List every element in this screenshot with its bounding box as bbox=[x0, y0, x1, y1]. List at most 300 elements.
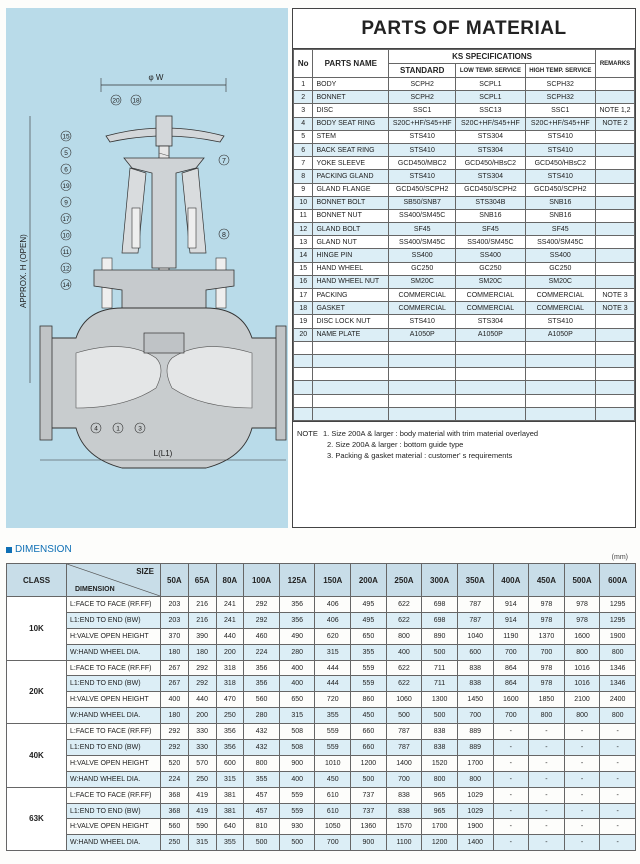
dimension-value: - bbox=[529, 755, 565, 771]
standard-spec: GCD450/SCPH2 bbox=[389, 183, 456, 196]
dimension-value: - bbox=[493, 755, 529, 771]
empty-cell bbox=[294, 394, 313, 407]
dimension-value: 250 bbox=[216, 708, 244, 724]
size-header: 300A bbox=[422, 564, 458, 597]
dimension-value: 520 bbox=[161, 755, 189, 771]
col-remarks: REMARKS bbox=[596, 50, 635, 78]
dimension-value: 590 bbox=[188, 819, 216, 835]
low-temp-spec: SSC13 bbox=[456, 104, 525, 117]
dimension-value: 1600 bbox=[564, 628, 600, 644]
dimension-value: 889 bbox=[457, 724, 493, 740]
empty-cell bbox=[525, 354, 595, 367]
dimension-row bbox=[7, 660, 636, 676]
dimension-value: - bbox=[600, 771, 636, 787]
dimension-value: 500 bbox=[244, 835, 280, 851]
dimension-value: 650 bbox=[279, 692, 315, 708]
dimension-value: 930 bbox=[279, 819, 315, 835]
dimension-value: 450 bbox=[315, 771, 351, 787]
size-header: 250A bbox=[386, 564, 422, 597]
part-name: BONNET bbox=[313, 91, 389, 104]
empty-cell bbox=[525, 407, 595, 420]
dimension-value: 978 bbox=[529, 660, 565, 676]
dimension-value: - bbox=[493, 787, 529, 803]
part-name: BODY bbox=[313, 78, 389, 91]
dimension-value: 622 bbox=[386, 597, 422, 613]
parts-row bbox=[294, 157, 635, 170]
dimension-value: 1450 bbox=[457, 692, 493, 708]
low-temp-spec: STS304 bbox=[456, 143, 525, 156]
dimension-value: 267 bbox=[161, 676, 189, 692]
dimension-value: 1016 bbox=[564, 660, 600, 676]
dimension-value: 1360 bbox=[351, 819, 387, 835]
dimension-value: 787 bbox=[386, 724, 422, 740]
dimension-value: 838 bbox=[422, 740, 458, 756]
dimension-value: 400 bbox=[279, 660, 315, 676]
part-no: 17 bbox=[294, 289, 313, 302]
dimension-value: 406 bbox=[315, 612, 351, 628]
callout-number: 1 bbox=[116, 425, 120, 433]
class-cell: 20K bbox=[7, 660, 67, 724]
remarks: NOTE 2 bbox=[596, 117, 635, 130]
standard-spec: STS410 bbox=[389, 143, 456, 156]
dimension-value: 400 bbox=[279, 676, 315, 692]
dimension-value: 914 bbox=[493, 612, 529, 628]
size-header: 500A bbox=[564, 564, 600, 597]
empty-cell bbox=[389, 381, 456, 394]
dimension-value: 1850 bbox=[529, 692, 565, 708]
callout-number: 6 bbox=[64, 166, 68, 174]
standard-spec: SCPH2 bbox=[389, 91, 456, 104]
notes-section bbox=[293, 421, 635, 467]
dimension-value: 787 bbox=[457, 597, 493, 613]
dimension-value: 180 bbox=[161, 708, 189, 724]
parts-row bbox=[294, 302, 635, 315]
dimension-value: 292 bbox=[188, 676, 216, 692]
dimension-value: 700 bbox=[315, 835, 351, 851]
high-temp-spec: SS400/SM45C bbox=[525, 236, 595, 249]
empty-cell bbox=[389, 341, 456, 354]
dimension-value: 650 bbox=[351, 628, 387, 644]
low-temp-spec: COMMERCIAL bbox=[456, 302, 525, 315]
dimension-value: 356 bbox=[244, 676, 280, 692]
dimension-value: 203 bbox=[161, 597, 189, 613]
remarks bbox=[596, 262, 635, 275]
dimension-value: 2400 bbox=[600, 692, 636, 708]
dimension-name: H:VALVE OPEN HEIGHT bbox=[67, 628, 161, 644]
callout-number: 18 bbox=[132, 97, 140, 105]
part-no: 11 bbox=[294, 209, 313, 222]
dimension-value: 838 bbox=[422, 724, 458, 740]
dimension-value: - bbox=[600, 835, 636, 851]
dimension-value: - bbox=[493, 803, 529, 819]
dimension-value: 610 bbox=[315, 803, 351, 819]
dimension-value: 1029 bbox=[457, 803, 493, 819]
dimension-name: L:FACE TO FACE (RF.FF) bbox=[67, 724, 161, 740]
size-header: 65A bbox=[188, 564, 216, 597]
dimension-value: - bbox=[493, 771, 529, 787]
parts-row bbox=[294, 130, 635, 143]
dimension-value: 1200 bbox=[422, 835, 458, 851]
dimension-value: 460 bbox=[244, 628, 280, 644]
dimension-value: 1346 bbox=[600, 660, 636, 676]
dimension-row bbox=[7, 740, 636, 756]
dimension-value: 698 bbox=[422, 612, 458, 628]
dimension-value: 1370 bbox=[529, 628, 565, 644]
dimension-value: 216 bbox=[188, 597, 216, 613]
dimension-value: 800 bbox=[564, 644, 600, 660]
parts-row bbox=[294, 328, 635, 341]
dimension-value: 1200 bbox=[351, 755, 387, 771]
remarks bbox=[596, 209, 635, 222]
low-temp-spec: SNB16 bbox=[456, 209, 525, 222]
dimension-value: 559 bbox=[315, 740, 351, 756]
high-temp-spec: COMMERCIAL bbox=[525, 289, 595, 302]
empty-cell bbox=[313, 381, 389, 394]
remarks bbox=[596, 130, 635, 143]
standard-spec: STS410 bbox=[389, 170, 456, 183]
empty-cell bbox=[389, 407, 456, 420]
dimension-value: 978 bbox=[529, 612, 565, 628]
parts-row bbox=[294, 104, 635, 117]
dimension-value: - bbox=[529, 787, 565, 803]
dimension-value: - bbox=[600, 803, 636, 819]
dimension-value: 390 bbox=[188, 628, 216, 644]
parts-row bbox=[294, 275, 635, 288]
dimension-value: 640 bbox=[216, 819, 244, 835]
dimension-value: - bbox=[493, 724, 529, 740]
standard-spec: GC250 bbox=[389, 262, 456, 275]
dimension-value: 241 bbox=[216, 597, 244, 613]
dimension-value: 978 bbox=[564, 612, 600, 628]
dimension-value: 889 bbox=[457, 740, 493, 756]
low-temp-spec: SS400/SM45C bbox=[456, 236, 525, 249]
dimension-value: 965 bbox=[422, 803, 458, 819]
dimension-name: L1:END TO END (BW) bbox=[67, 676, 161, 692]
high-temp-spec: SCPH32 bbox=[525, 78, 595, 91]
dimension-value: 838 bbox=[457, 676, 493, 692]
callout-number: 12 bbox=[62, 265, 70, 273]
dimension-value: 356 bbox=[244, 660, 280, 676]
parts-empty-row bbox=[294, 394, 635, 407]
empty-cell bbox=[525, 381, 595, 394]
dimension-value: 978 bbox=[529, 676, 565, 692]
part-no: 14 bbox=[294, 249, 313, 262]
dimension-value: 400 bbox=[161, 692, 189, 708]
high-temp-spec: STS410 bbox=[525, 170, 595, 183]
dimension-value: - bbox=[529, 724, 565, 740]
dimension-row bbox=[7, 771, 636, 787]
dimension-value: 315 bbox=[216, 771, 244, 787]
dimension-value: 440 bbox=[216, 628, 244, 644]
dimension-value: - bbox=[600, 787, 636, 803]
callout-number: 11 bbox=[62, 249, 70, 256]
dimension-row bbox=[7, 628, 636, 644]
dimension-value: 978 bbox=[529, 597, 565, 613]
dimension-value: 559 bbox=[351, 676, 387, 692]
dimension-name: L:FACE TO FACE (RF.FF) bbox=[67, 660, 161, 676]
dimension-value: 1060 bbox=[386, 692, 422, 708]
empty-cell bbox=[294, 341, 313, 354]
col-high-temp: HIGH TEMP. SERVICE bbox=[525, 64, 595, 78]
part-name: HAND WHEEL NUT bbox=[313, 275, 389, 288]
dimension-value: 800 bbox=[386, 628, 422, 644]
high-temp-spec: GC250 bbox=[525, 262, 595, 275]
size-header: 80A bbox=[216, 564, 244, 597]
dimension-value: - bbox=[529, 803, 565, 819]
dimension-name: L1:END TO END (BW) bbox=[67, 612, 161, 628]
dimension-value: 470 bbox=[216, 692, 244, 708]
standard-spec: COMMERCIAL bbox=[389, 289, 456, 302]
dimension-row bbox=[7, 724, 636, 740]
remarks bbox=[596, 183, 635, 196]
dimension-value: 224 bbox=[244, 644, 280, 660]
dimension-value: 1700 bbox=[457, 755, 493, 771]
dimension-value: 495 bbox=[351, 597, 387, 613]
part-no: 7 bbox=[294, 157, 313, 170]
dimension-value: 419 bbox=[188, 787, 216, 803]
standard-spec: SCPH2 bbox=[389, 78, 456, 91]
dimension-value: 280 bbox=[279, 644, 315, 660]
callout-number: 15 bbox=[62, 133, 70, 141]
dimension-row bbox=[7, 644, 636, 660]
dimension-value: 355 bbox=[216, 835, 244, 851]
dimension-value: 700 bbox=[386, 771, 422, 787]
empty-cell bbox=[294, 354, 313, 367]
dimension-value: 356 bbox=[279, 597, 315, 613]
dimension-value: 315 bbox=[188, 835, 216, 851]
part-no: 3 bbox=[294, 104, 313, 117]
dimension-value: - bbox=[564, 740, 600, 756]
dimension-value: 440 bbox=[188, 692, 216, 708]
dimension-value: 292 bbox=[244, 597, 280, 613]
dimension-value: - bbox=[529, 819, 565, 835]
dimension-value: 200 bbox=[216, 644, 244, 660]
dimension-value: 406 bbox=[315, 597, 351, 613]
high-temp-spec: STS410 bbox=[525, 315, 595, 328]
dimension-value: 180 bbox=[188, 644, 216, 660]
dimension-value: 800 bbox=[600, 644, 636, 660]
dimension-value: 432 bbox=[244, 724, 280, 740]
dimension-value: - bbox=[564, 755, 600, 771]
empty-cell bbox=[294, 381, 313, 394]
dimension-heading-text: DIMENSION bbox=[15, 544, 72, 555]
dimension-value: - bbox=[564, 724, 600, 740]
parts-row bbox=[294, 262, 635, 275]
dimension-value: - bbox=[600, 740, 636, 756]
part-no: 20 bbox=[294, 328, 313, 341]
part-name: GLAND BOLT bbox=[313, 223, 389, 236]
remarks bbox=[596, 170, 635, 183]
dimension-value: 2100 bbox=[564, 692, 600, 708]
part-no: 13 bbox=[294, 236, 313, 249]
col-size: SIZE bbox=[136, 567, 154, 576]
dimension-value: 965 bbox=[422, 787, 458, 803]
dimension-name: L:FACE TO FACE (RF.FF) bbox=[67, 597, 161, 613]
dimension-heading bbox=[6, 544, 72, 555]
dimension-value: 570 bbox=[188, 755, 216, 771]
part-name: BONNET NUT bbox=[313, 209, 389, 222]
length-dimension-label: L(L1) bbox=[153, 449, 173, 458]
parts-empty-row bbox=[294, 368, 635, 381]
dimension-value: 203 bbox=[161, 612, 189, 628]
part-name: YOKE SLEEVE bbox=[313, 157, 389, 170]
dimension-name: H:VALVE OPEN HEIGHT bbox=[67, 819, 161, 835]
callout-number: 20 bbox=[112, 97, 120, 105]
dimension-value: - bbox=[493, 819, 529, 835]
high-temp-spec: GCD450/HBsC2 bbox=[525, 157, 595, 170]
parts-row bbox=[294, 91, 635, 104]
parts-empty-row bbox=[294, 381, 635, 394]
callout-number: 14 bbox=[62, 282, 70, 289]
dimension-value: - bbox=[600, 724, 636, 740]
part-no: 9 bbox=[294, 183, 313, 196]
dimension-value: 450 bbox=[351, 708, 387, 724]
part-no: 18 bbox=[294, 302, 313, 315]
note-label: NOTE bbox=[297, 428, 318, 438]
parts-row bbox=[294, 236, 635, 249]
dimension-value: 1900 bbox=[457, 819, 493, 835]
dimension-value: 810 bbox=[244, 819, 280, 835]
low-temp-spec: SM20C bbox=[456, 275, 525, 288]
high-temp-spec: GCD450/SCPH2 bbox=[525, 183, 595, 196]
part-no: 5 bbox=[294, 130, 313, 143]
parts-empty-row bbox=[294, 407, 635, 420]
dimension-value: 560 bbox=[161, 819, 189, 835]
dimension-value: 838 bbox=[386, 803, 422, 819]
parts-row bbox=[294, 223, 635, 236]
callout-number: 5 bbox=[64, 150, 68, 157]
note-3: 3. Packing & gasket material : customer' s requirements bbox=[327, 450, 513, 460]
part-name: PACKING bbox=[313, 289, 389, 302]
unit-label: (mm) bbox=[611, 554, 628, 561]
empty-cell bbox=[596, 407, 635, 420]
dimension-value: 711 bbox=[422, 660, 458, 676]
standard-spec: S20C+HF/S45+HF bbox=[389, 117, 456, 130]
standard-spec: GCD450/MBC2 bbox=[389, 157, 456, 170]
standard-spec: STS410 bbox=[389, 130, 456, 143]
high-temp-spec: SF45 bbox=[525, 223, 595, 236]
dimension-value: 900 bbox=[279, 755, 315, 771]
part-no: 2 bbox=[294, 91, 313, 104]
callout-number: 3 bbox=[138, 425, 142, 433]
empty-cell bbox=[525, 394, 595, 407]
low-temp-spec: STS304 bbox=[456, 315, 525, 328]
dimension-value: 1400 bbox=[457, 835, 493, 851]
dimension-value: 1570 bbox=[386, 819, 422, 835]
dimension-value: 216 bbox=[188, 612, 216, 628]
part-no: 1 bbox=[294, 78, 313, 91]
parts-table bbox=[293, 49, 635, 421]
low-temp-spec: STS304 bbox=[456, 170, 525, 183]
dimension-value: 318 bbox=[216, 676, 244, 692]
dimension-value: 1900 bbox=[600, 628, 636, 644]
dimension-value: 508 bbox=[279, 740, 315, 756]
part-name: PACKING GLAND bbox=[313, 170, 389, 183]
dimension-name: L1:END TO END (BW) bbox=[67, 740, 161, 756]
col-ks-spec: KS SPECIFICATIONS bbox=[389, 50, 596, 64]
dimension-value: 500 bbox=[351, 771, 387, 787]
size-header: 50A bbox=[161, 564, 189, 597]
dimension-value: 559 bbox=[315, 724, 351, 740]
dimension-value: 700 bbox=[457, 708, 493, 724]
dimension-value: 356 bbox=[216, 724, 244, 740]
dimension-value: 860 bbox=[351, 692, 387, 708]
parts-row bbox=[294, 183, 635, 196]
dimension-value: 1400 bbox=[386, 755, 422, 771]
dimension-name: L:FACE TO FACE (RF.FF) bbox=[67, 787, 161, 803]
size-header: 150A bbox=[315, 564, 351, 597]
dimension-value: 600 bbox=[216, 755, 244, 771]
dimension-value: 500 bbox=[422, 708, 458, 724]
dimension-value: - bbox=[529, 835, 565, 851]
high-temp-spec: SSC1 bbox=[525, 104, 595, 117]
dimension-value: 490 bbox=[279, 628, 315, 644]
part-no: 15 bbox=[294, 262, 313, 275]
standard-spec: SM20C bbox=[389, 275, 456, 288]
remarks bbox=[596, 78, 635, 91]
remarks bbox=[596, 143, 635, 156]
callout-number: 4 bbox=[94, 425, 98, 433]
low-temp-spec: GCD450/HBsC2 bbox=[456, 157, 525, 170]
dimension-value: - bbox=[493, 740, 529, 756]
high-temp-spec: COMMERCIAL bbox=[525, 302, 595, 315]
dimension-value: 330 bbox=[188, 740, 216, 756]
remarks bbox=[596, 249, 635, 262]
part-name: BONNET BOLT bbox=[313, 196, 389, 209]
dimension-row bbox=[7, 803, 636, 819]
empty-cell bbox=[389, 368, 456, 381]
empty-cell bbox=[389, 354, 456, 367]
empty-cell bbox=[456, 341, 525, 354]
part-no: 16 bbox=[294, 275, 313, 288]
dimension-value: 200 bbox=[188, 708, 216, 724]
high-temp-spec: STS410 bbox=[525, 143, 595, 156]
dimension-name: H:VALVE OPEN HEIGHT bbox=[67, 692, 161, 708]
high-temp-spec: SNB16 bbox=[525, 209, 595, 222]
empty-cell bbox=[596, 341, 635, 354]
class-cell: 63K bbox=[7, 787, 67, 851]
dimension-value: 315 bbox=[279, 708, 315, 724]
col-no: No bbox=[294, 50, 313, 78]
dimension-value: 355 bbox=[351, 644, 387, 660]
part-no: 19 bbox=[294, 315, 313, 328]
dimension-value: 600 bbox=[457, 644, 493, 660]
high-temp-spec: SS400 bbox=[525, 249, 595, 262]
dimension-value: 660 bbox=[351, 740, 387, 756]
remarks: NOTE 3 bbox=[596, 302, 635, 315]
dimension-value: 224 bbox=[161, 771, 189, 787]
dimension-value: 800 bbox=[422, 771, 458, 787]
dimension-value: 1010 bbox=[315, 755, 351, 771]
dimension-value: 356 bbox=[216, 740, 244, 756]
dimension-row bbox=[7, 755, 636, 771]
dimension-value: 444 bbox=[315, 660, 351, 676]
dimension-value: - bbox=[564, 819, 600, 835]
parts-row bbox=[294, 289, 635, 302]
dimension-value: 1295 bbox=[600, 597, 636, 613]
dimension-value: 610 bbox=[315, 787, 351, 803]
remarks: NOTE 3 bbox=[596, 289, 635, 302]
empty-cell bbox=[596, 368, 635, 381]
dimension-value: 864 bbox=[493, 676, 529, 692]
valve-cross-section-drawing bbox=[6, 8, 288, 528]
low-temp-spec: COMMERCIAL bbox=[456, 289, 525, 302]
dimension-value: 500 bbox=[422, 644, 458, 660]
dimension-name: W:HAND WHEEL DIA. bbox=[67, 835, 161, 851]
dimension-value: - bbox=[529, 740, 565, 756]
dimension-value: 1520 bbox=[422, 755, 458, 771]
parts-row bbox=[294, 196, 635, 209]
